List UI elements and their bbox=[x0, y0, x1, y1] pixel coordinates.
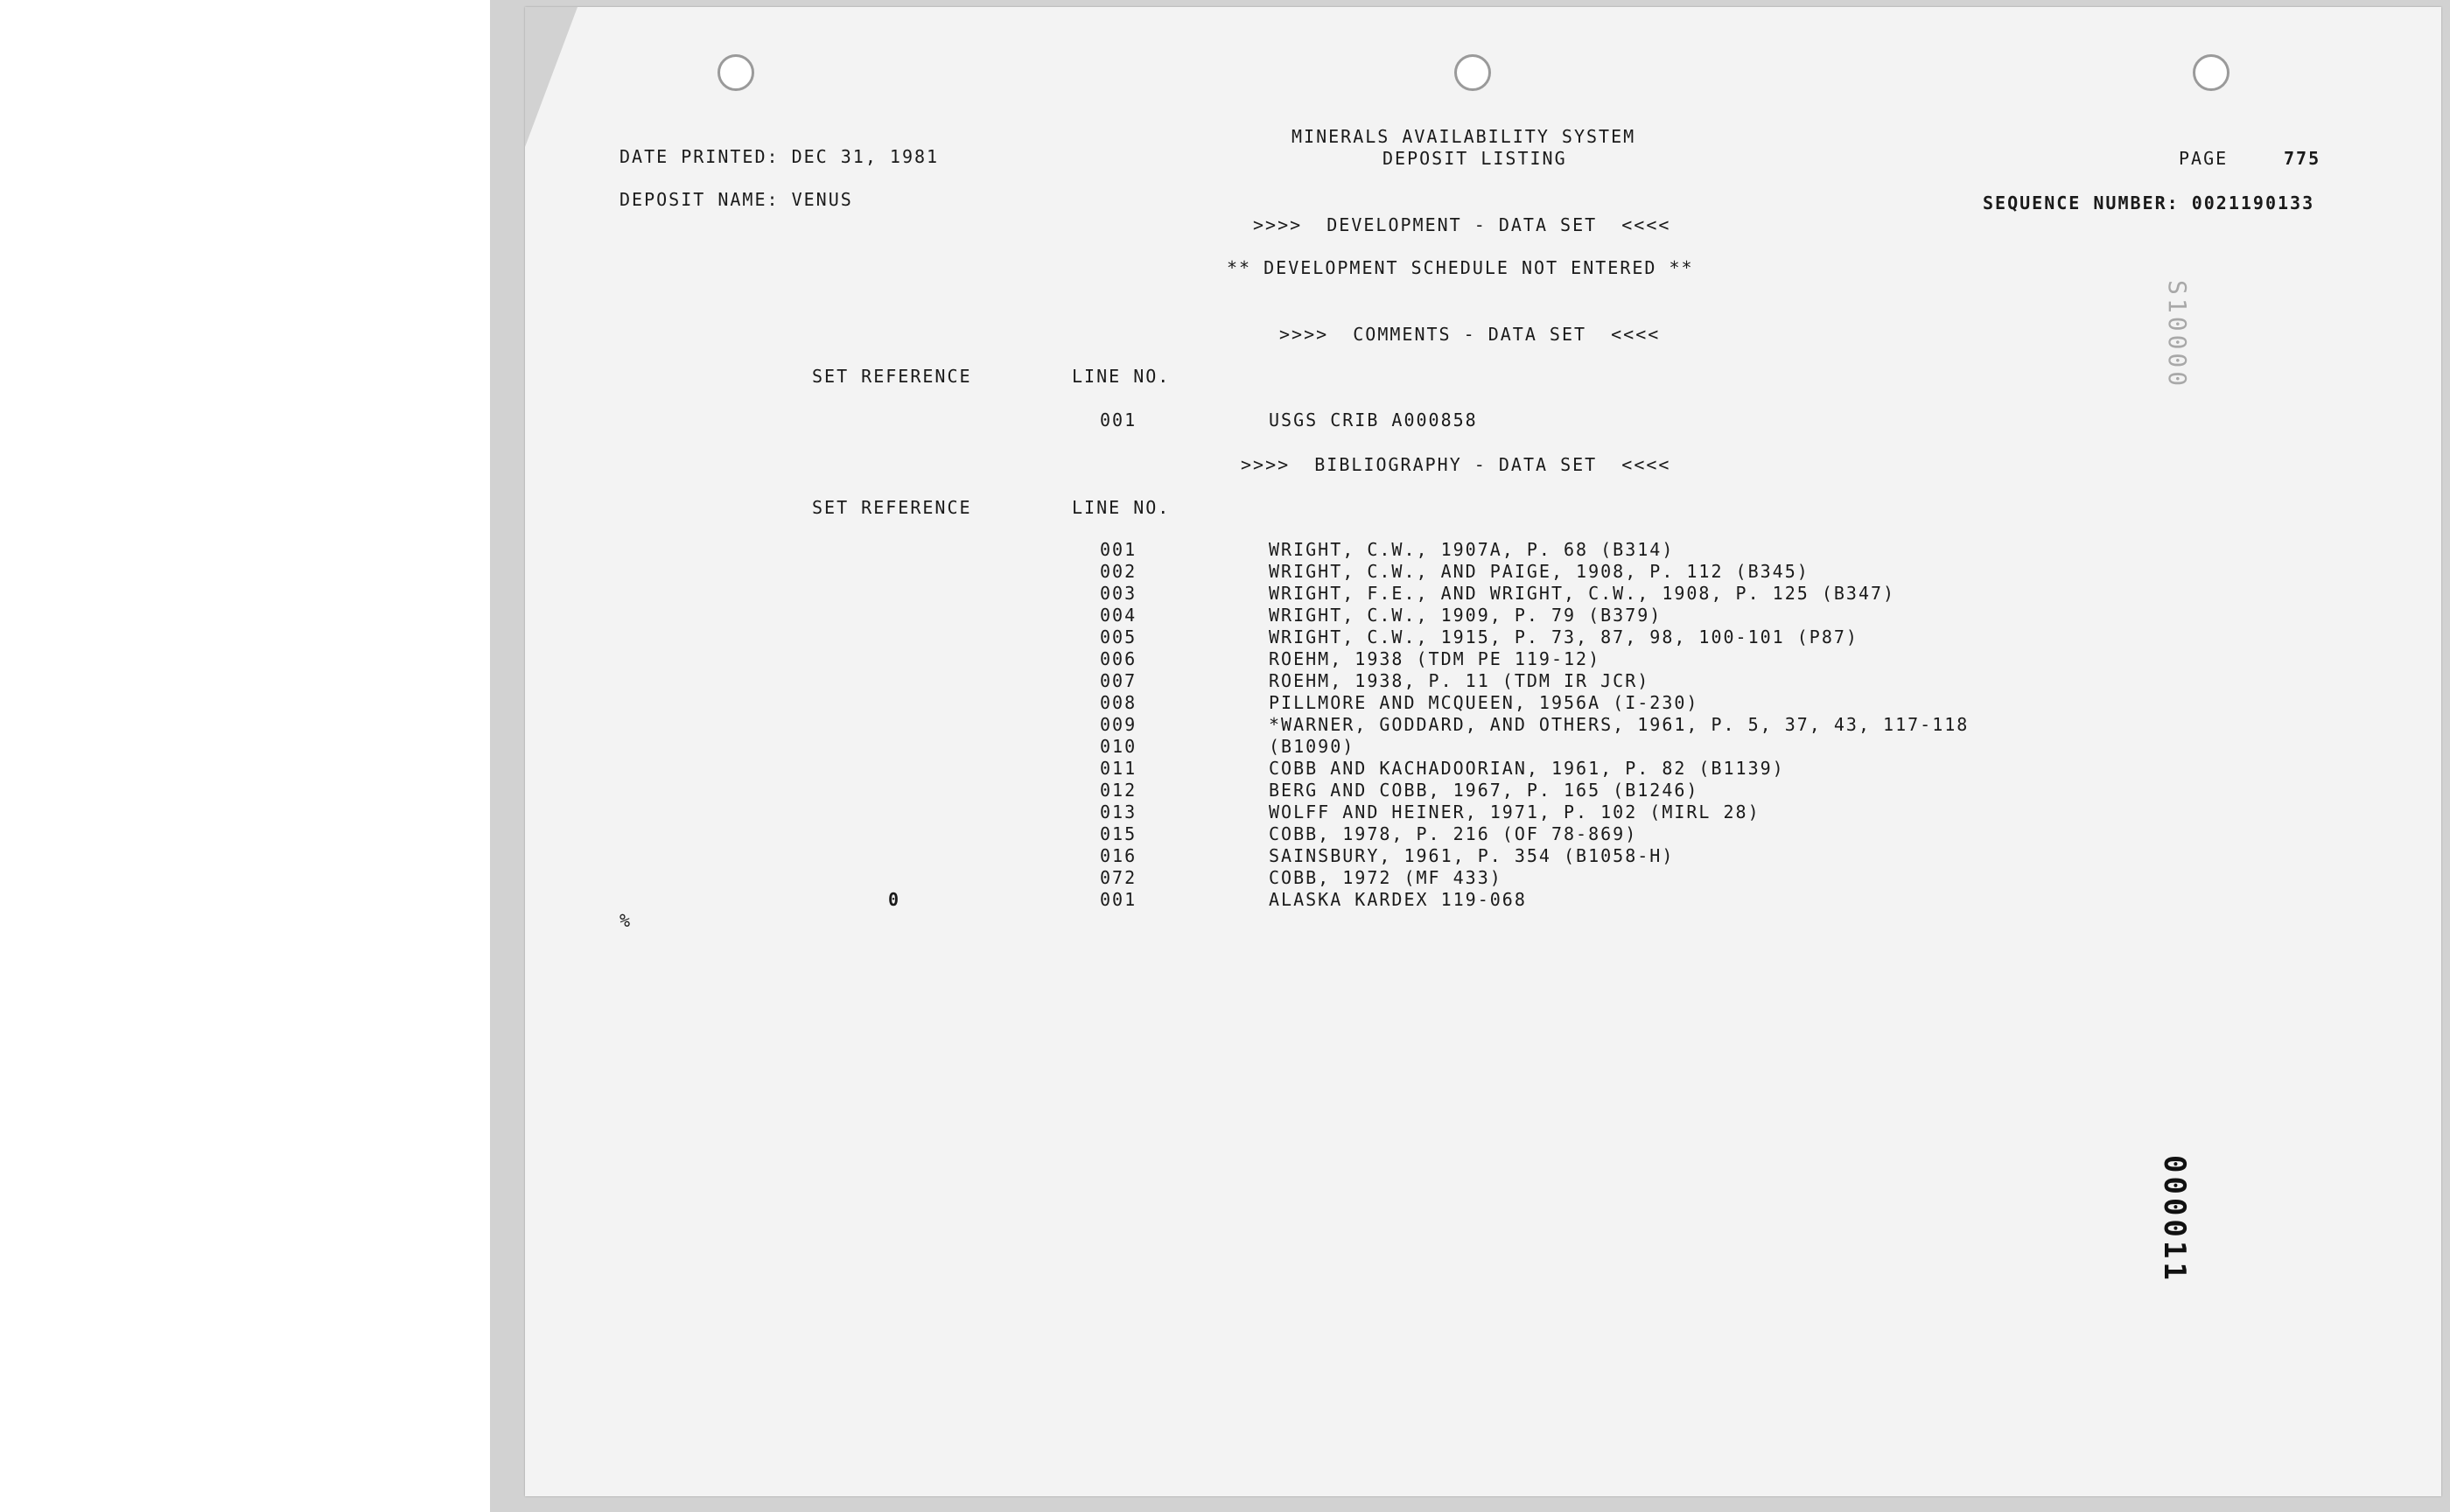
listing-title: DEPOSIT LISTING bbox=[1382, 148, 1567, 169]
ref-line-no: 012 bbox=[1100, 780, 1138, 801]
ref-line-no: 010 bbox=[1100, 736, 1138, 757]
ref-text: WRIGHT, C.W., 1915, P. 73, 87, 98, 100-101 (P87) bbox=[1269, 626, 1858, 648]
ref-text: ROEHM, 1938, P. 11 (TDM IR JCR) bbox=[1269, 670, 1650, 691]
ref-line-no: 016 bbox=[1100, 845, 1138, 866]
ref-text: COBB AND KACHADOORIAN, 1961, P. 82 (B1139) bbox=[1269, 758, 1785, 779]
ref-line-no: 006 bbox=[1100, 648, 1138, 669]
ref-text: WOLFF AND HEINER, 1971, P. 102 (MIRL 28) bbox=[1269, 802, 1760, 822]
ref-line-no: 004 bbox=[1100, 605, 1138, 626]
ref-text: SAINSBURY, 1961, P. 354 (B1058-H) bbox=[1269, 845, 1675, 866]
ref-line-no: 009 bbox=[1100, 714, 1138, 735]
page-label: PAGE bbox=[2179, 148, 2229, 169]
ref-text: ALASKA KARDEX 119-068 bbox=[1269, 889, 1527, 910]
comments-line: 001 bbox=[1100, 410, 1138, 430]
ref-line-no: 015 bbox=[1100, 823, 1138, 844]
ref-text: PILLMORE AND MCQUEEN, 1956A (I-230) bbox=[1269, 692, 1699, 713]
ref-line-no: 005 bbox=[1100, 626, 1138, 648]
comments-col-line-no: LINE NO. bbox=[1072, 366, 1171, 387]
punch-hole-right bbox=[2193, 54, 2230, 91]
ref-line-no: 001 bbox=[1100, 889, 1138, 910]
corner-fold bbox=[525, 7, 578, 147]
ref-line-no: 001 bbox=[1100, 539, 1138, 560]
percent-mark: % bbox=[620, 910, 633, 931]
development-note: ** DEVELOPMENT SCHEDULE NOT ENTERED ** bbox=[1227, 257, 1694, 278]
ref-line-no: 008 bbox=[1100, 692, 1138, 713]
ref-text: COBB, 1978, P. 216 (OF 78-869) bbox=[1269, 823, 1638, 844]
sequence-number: SEQUENCE NUMBER: 0021190133 bbox=[1983, 192, 2315, 214]
comments-col-set-reference: SET REFERENCE bbox=[812, 366, 972, 387]
date-printed: DATE PRINTED: DEC 31, 1981 bbox=[620, 146, 940, 167]
ref-text: COBB, 1972 (MF 433) bbox=[1269, 867, 1502, 888]
ref-text: ROEHM, 1938 (TDM PE 119-12) bbox=[1269, 648, 1601, 669]
bibliography-heading: >>>> BIBLIOGRAPHY - DATA SET <<<< bbox=[1241, 454, 1671, 475]
ref-text: *WARNER, GODDARD, AND OTHERS, 1961, P. 5, 37, 43, 117-118 bbox=[1269, 714, 1970, 735]
ref-text: WRIGHT, C.W., 1907A, P. 68 (B314) bbox=[1269, 539, 1675, 560]
ref-text: (B1090) bbox=[1269, 736, 1355, 757]
page-number: 775 bbox=[2284, 148, 2321, 169]
ref-text: WRIGHT, C.W., 1909, P. 79 (B379) bbox=[1269, 605, 1662, 626]
ref-text: WRIGHT, F.E., AND WRIGHT, C.W., 1908, P. 125 (B347) bbox=[1269, 583, 1896, 604]
comments-text: USGS CRIB A000858 bbox=[1269, 410, 1478, 430]
ref-text: BERG AND COBB, 1967, P. 165 (B1246) bbox=[1269, 780, 1699, 801]
punch-hole-center bbox=[1454, 54, 1491, 91]
deposit-name: DEPOSIT NAME: VENUS bbox=[620, 189, 853, 210]
side-stamp-bottom: 000011 bbox=[2157, 1155, 2192, 1284]
last-set-reference: 0 bbox=[888, 889, 901, 910]
ref-line-no: 072 bbox=[1100, 867, 1138, 888]
ref-line-no: 002 bbox=[1100, 561, 1138, 582]
ref-line-no: 013 bbox=[1100, 802, 1138, 822]
ref-line-no: 007 bbox=[1100, 670, 1138, 691]
punch-hole-left bbox=[718, 54, 754, 91]
ref-text: WRIGHT, C.W., AND PAIGE, 1908, P. 112 (B345) bbox=[1269, 561, 1810, 582]
bibliography-col-line-no: LINE NO. bbox=[1072, 497, 1171, 518]
development-heading: >>>> DEVELOPMENT - DATA SET <<<< bbox=[1253, 214, 1671, 235]
ref-line-no: 003 bbox=[1100, 583, 1138, 604]
comments-heading: >>>> COMMENTS - DATA SET <<<< bbox=[1279, 324, 1661, 345]
bibliography-col-set-reference: SET REFERENCE bbox=[812, 497, 972, 518]
side-stamp-top: S10000 bbox=[2163, 280, 2192, 390]
ref-line-no: 011 bbox=[1100, 758, 1138, 779]
system-title: MINERALS AVAILABILITY SYSTEM bbox=[1292, 126, 1636, 147]
